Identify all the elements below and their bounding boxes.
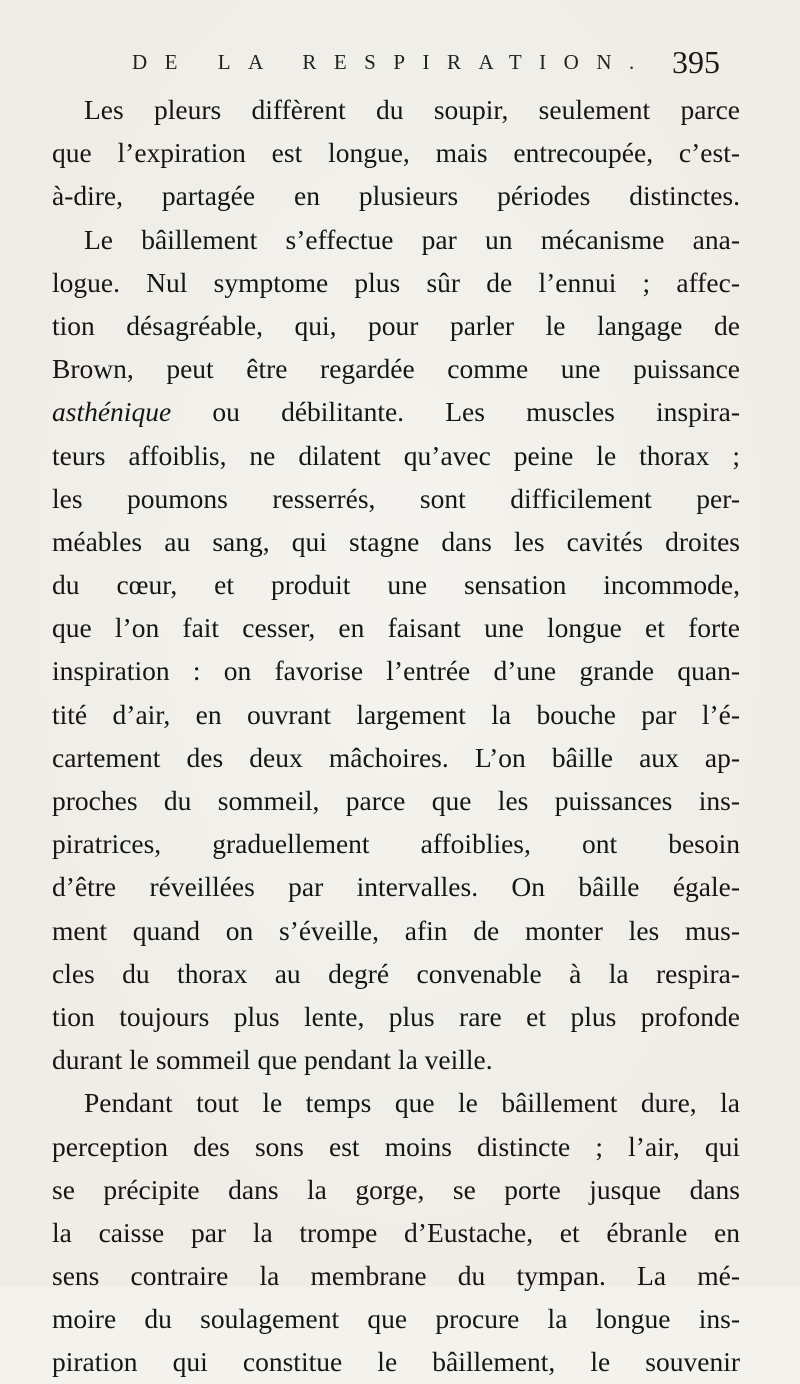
text-line-rest: ou débilitante. Les muscles inspira-: [212, 396, 740, 428]
text-line: proches du sommeil, parce que les puissances ins-: [52, 785, 740, 816]
text-line: la caisse par la trompe d’Eustache, et ébranle en: [52, 1216, 740, 1248]
text-line: que l’on fait cesser, en faisant une longue et forte: [52, 612, 740, 644]
running-head: [0, 44, 800, 84]
text-line: logue. Nul symptome plus sûr de l’ennui ; affec-: [52, 266, 740, 298]
text-line: que l’expiration est longue, mais entrecoupée, c’est-: [52, 137, 740, 169]
text-line: les poumons resserrés, sont difficilement per-: [52, 482, 740, 514]
running-title: DE LA RESPIRATION.: [132, 50, 652, 74]
text-line: piration qui constitue le bâillement, le souvenir: [52, 1346, 740, 1378]
page-number: 395: [672, 44, 720, 80]
text-line: cartement des deux mâchoires. L’on bâille aux ap-: [52, 741, 740, 773]
text-line-with-italic: [52, 390, 740, 433]
text-line: se précipite dans la gorge, se porte jusque dans: [52, 1173, 740, 1205]
text-line: durant le sommeil que pendant la veille.: [52, 1044, 493, 1076]
text-line: Pendant tout le temps que le bâillement dure, la: [84, 1087, 740, 1119]
text-line: du cœur, et produit une sensation incommode,: [52, 569, 740, 601]
text-line: teurs affoiblis, ne dilatent qu’avec peine le thorax ;: [52, 439, 740, 471]
text-line: sens contraire la membrane du tympan. La mé-: [52, 1260, 740, 1292]
text-line: Le bâillement s’effectue par un mécanisme ana-: [84, 223, 740, 255]
italic-term: asthénique: [52, 396, 172, 428]
text-line: piratrices, graduellement affoiblies, ont besoin: [52, 828, 740, 860]
text-line: tion toujours plus lente, plus rare et plus profonde: [52, 1000, 740, 1032]
body-text: [52, 88, 740, 1378]
text-line: d’être réveillées par intervalles. On bâille égale-: [52, 871, 740, 903]
text-line: à-dire, partagée en plusieurs périodes distinctes.: [52, 180, 740, 212]
text-line: perception des sons est moins distincte ; l’air, qui: [52, 1130, 740, 1162]
text-line: tité d’air, en ouvrant largement la bouche par l’é-: [52, 698, 740, 730]
text-line: tion désagréable, qui, pour parler le langage de: [52, 309, 740, 341]
text-line: ment quand on s’éveille, afin de monter les mus-: [52, 914, 740, 946]
text-line: Les pleurs diffèrent du soupir, seulement parce: [84, 94, 740, 125]
text-line: moire du soulagement que procure la longue ins-: [52, 1303, 740, 1335]
text-line: cles du thorax au degré convenable à la respira-: [52, 957, 740, 989]
text-line: Brown, peut être regardée comme une puissance: [52, 353, 740, 385]
text-line: méables au sang, qui stagne dans les cavités droites: [52, 525, 740, 557]
text-line: inspiration : on favorise l’entrée d’une grande quan-: [52, 655, 740, 687]
